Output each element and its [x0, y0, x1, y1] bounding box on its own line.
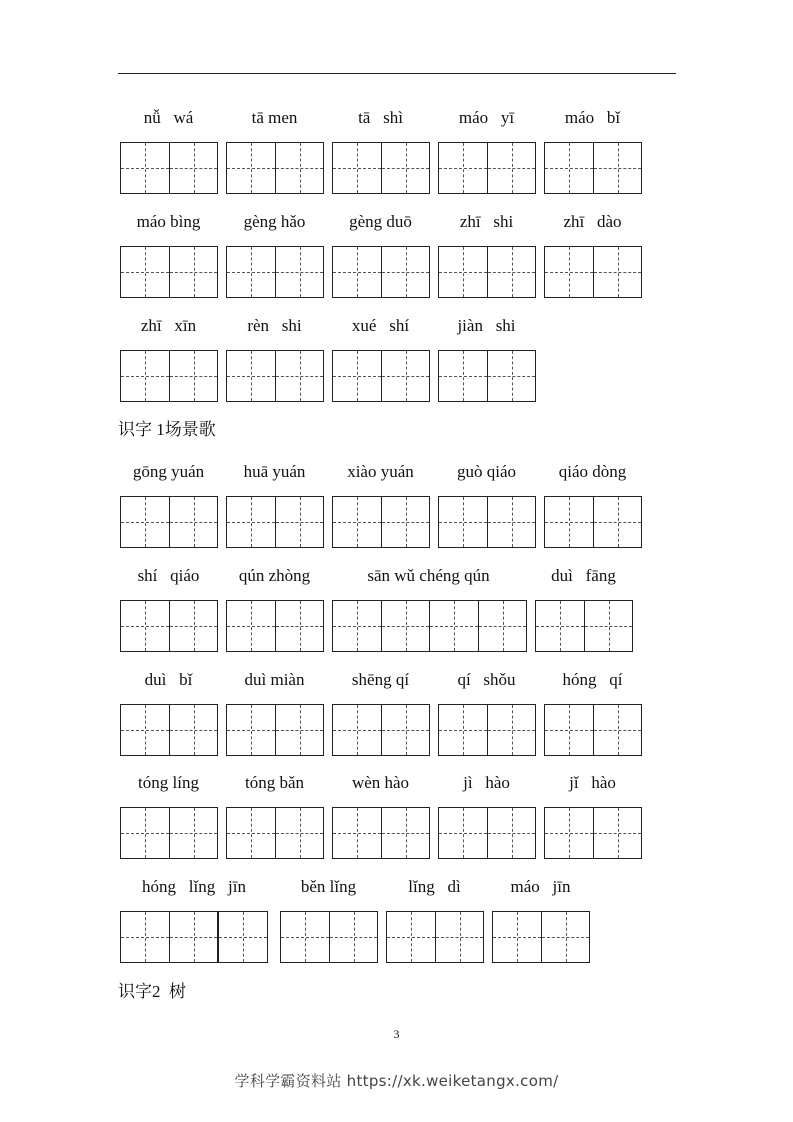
writing-grid[interactable] — [120, 350, 218, 402]
page-number: 3 — [393, 1027, 400, 1041]
tianzige-cell[interactable] — [227, 143, 275, 193]
tianzige-cell[interactable] — [593, 705, 641, 755]
tianzige-cell[interactable] — [545, 247, 593, 297]
pinyin-label: hóng lǐng jīn — [142, 877, 246, 896]
writing-grid[interactable] — [226, 704, 324, 756]
tianzige-cell[interactable] — [169, 705, 217, 755]
pinyin-label: qiáo dòng — [558, 462, 627, 481]
tianzige-cell[interactable] — [169, 351, 217, 401]
pinyin-label: nǚ wá — [143, 108, 194, 127]
pinyin-label: duì miàn — [244, 670, 305, 689]
tianzige-cell[interactable] — [541, 912, 589, 962]
tianzige-cell[interactable] — [487, 247, 535, 297]
tianzige-cell[interactable] — [275, 705, 323, 755]
tianzige-cell[interactable] — [439, 351, 487, 401]
pinyin-label: guò qiáo — [456, 462, 517, 481]
writing-grid[interactable] — [438, 807, 536, 859]
pinyin-label: tóng bǎn — [244, 773, 305, 792]
writing-grid[interactable] — [386, 911, 484, 963]
tianzige-cell[interactable] — [121, 143, 169, 193]
tianzige-cell[interactable] — [275, 601, 323, 651]
tianzige-cell[interactable] — [545, 143, 593, 193]
tianzige-cell[interactable] — [121, 808, 169, 858]
pinyin-label: máo jīn — [510, 877, 571, 896]
pinyin-label: rèn shi — [247, 316, 302, 335]
writing-grid[interactable] — [429, 600, 527, 652]
tianzige-cell[interactable] — [545, 497, 593, 547]
writing-grid[interactable] — [544, 807, 642, 859]
pinyin-label: shēng qí — [351, 670, 410, 689]
tianzige-cell[interactable] — [333, 808, 381, 858]
writing-grid[interactable] — [438, 704, 536, 756]
writing-grid[interactable] — [226, 600, 324, 652]
writing-grid[interactable] — [120, 142, 218, 194]
writing-grid[interactable] — [332, 142, 430, 194]
header-rule — [118, 73, 676, 74]
pinyin-label: jiàn shi — [457, 316, 516, 335]
pinyin-label: tóng líng — [138, 773, 199, 792]
tianzige-cell[interactable] — [593, 247, 641, 297]
tianzige-cell[interactable] — [169, 912, 217, 962]
tianzige-cell[interactable] — [439, 247, 487, 297]
writing-grid[interactable] — [120, 496, 218, 548]
tianzige-cell[interactable] — [487, 351, 535, 401]
writing-grid[interactable] — [438, 246, 536, 298]
tianzige-cell[interactable] — [121, 912, 169, 962]
tianzige-cell[interactable] — [381, 601, 429, 651]
tianzige-cell[interactable] — [545, 705, 593, 755]
writing-grid[interactable] — [120, 600, 218, 652]
tianzige-cell[interactable] — [381, 808, 429, 858]
tianzige-cell[interactable] — [333, 601, 381, 651]
pinyin-label: zhī xīn — [140, 316, 197, 335]
tianzige-cell[interactable] — [333, 705, 381, 755]
pinyin-label: máo bǐ — [564, 108, 621, 127]
writing-grid[interactable] — [120, 807, 218, 859]
tianzige-cell[interactable] — [169, 143, 217, 193]
pinyin-label: sān wǔ chéng qún — [367, 566, 490, 585]
writing-grid[interactable] — [535, 600, 633, 652]
tianzige-cell[interactable] — [439, 143, 487, 193]
writing-grid[interactable] — [544, 246, 642, 298]
tianzige-cell[interactable] — [275, 497, 323, 547]
tianzige-cell[interactable] — [381, 497, 429, 547]
tianzige-cell[interactable] — [333, 497, 381, 547]
tianzige-cell[interactable] — [493, 912, 541, 962]
tianzige-cell[interactable] — [430, 601, 478, 651]
pinyin-label: zhī dào — [563, 212, 622, 231]
tianzige-cell[interactable] — [275, 808, 323, 858]
writing-grid[interactable] — [544, 496, 642, 548]
tianzige-cell[interactable] — [227, 601, 275, 651]
tianzige-cell[interactable] — [275, 143, 323, 193]
writing-grid[interactable] — [120, 246, 218, 298]
pinyin-label: qún zhòng — [238, 566, 311, 585]
pinyin-label: wèn hào — [351, 773, 410, 792]
pinyin-label: tā men — [251, 108, 298, 127]
tianzige-cell[interactable] — [387, 912, 435, 962]
tianzige-cell[interactable] — [169, 497, 217, 547]
pinyin-label: gōng yuán — [132, 462, 205, 481]
tianzige-cell[interactable] — [536, 601, 584, 651]
tianzige-cell[interactable] — [487, 497, 535, 547]
writing-grid[interactable] — [332, 350, 430, 402]
section-heading: 识字 1场景歌 — [118, 420, 216, 439]
writing-grid[interactable] — [226, 496, 324, 548]
tianzige-cell[interactable] — [169, 247, 217, 297]
writing-grid[interactable] — [332, 496, 430, 548]
pinyin-label: shí qiáo — [137, 566, 200, 585]
tianzige-cell[interactable] — [381, 351, 429, 401]
tianzige-cell[interactable] — [593, 808, 641, 858]
tianzige-cell[interactable] — [281, 912, 329, 962]
tianzige-cell[interactable] — [439, 808, 487, 858]
tianzige-cell[interactable] — [333, 351, 381, 401]
writing-grid[interactable] — [226, 807, 324, 859]
pinyin-label: gèng hǎo — [243, 212, 306, 231]
tianzige-cell[interactable] — [439, 497, 487, 547]
tianzige-cell[interactable] — [227, 497, 275, 547]
writing-grid[interactable] — [218, 911, 268, 963]
pinyin-label: xué shí — [351, 316, 410, 335]
writing-grid[interactable] — [492, 911, 590, 963]
writing-grid[interactable] — [120, 704, 218, 756]
tianzige-cell[interactable] — [121, 247, 169, 297]
writing-grid[interactable] — [544, 142, 642, 194]
tianzige-cell[interactable] — [487, 705, 535, 755]
tianzige-cell[interactable] — [478, 601, 526, 651]
pinyin-label: gèng duō — [349, 212, 412, 231]
tianzige-cell[interactable] — [275, 351, 323, 401]
pinyin-label: duì fāng — [551, 566, 616, 585]
pinyin-label: zhī shi — [459, 212, 514, 231]
pinyin-label: tā shì — [358, 108, 403, 127]
writing-grid[interactable] — [120, 911, 218, 963]
tianzige-cell[interactable] — [227, 808, 275, 858]
pinyin-label: máo bìng — [136, 212, 201, 231]
tianzige-cell[interactable] — [435, 912, 483, 962]
pinyin-label: lǐng dì — [408, 877, 461, 896]
writing-grid[interactable] — [332, 807, 430, 859]
writing-grid[interactable] — [226, 142, 324, 194]
tianzige-cell[interactable] — [381, 143, 429, 193]
tianzige-cell[interactable] — [219, 912, 267, 962]
tianzige-cell[interactable] — [584, 601, 632, 651]
pinyin-label: běn lǐng — [300, 877, 357, 896]
footer-watermark: 学科学霸资料站 https://xk.weiketangx.com/ — [234, 1072, 559, 1090]
writing-grid[interactable] — [438, 142, 536, 194]
pinyin-label: huā yuán — [243, 462, 306, 481]
tianzige-cell[interactable] — [333, 143, 381, 193]
tianzige-cell[interactable] — [593, 143, 641, 193]
tianzige-cell[interactable] — [227, 705, 275, 755]
tianzige-cell[interactable] — [121, 601, 169, 651]
tianzige-cell[interactable] — [121, 705, 169, 755]
tianzige-cell[interactable] — [381, 705, 429, 755]
section-heading: 识字2 树 — [118, 982, 186, 1001]
writing-grid[interactable] — [332, 600, 430, 652]
writing-grid[interactable] — [332, 704, 430, 756]
tianzige-cell[interactable] — [169, 808, 217, 858]
pinyin-label: máo yī — [458, 108, 515, 127]
tianzige-cell[interactable] — [329, 912, 377, 962]
writing-grid[interactable] — [544, 704, 642, 756]
tianzige-cell[interactable] — [121, 497, 169, 547]
tianzige-cell[interactable] — [169, 601, 217, 651]
tianzige-cell[interactable] — [593, 497, 641, 547]
tianzige-cell[interactable] — [381, 247, 429, 297]
tianzige-cell[interactable] — [487, 143, 535, 193]
pinyin-label: xiào yuán — [347, 462, 414, 481]
writing-grid[interactable] — [332, 246, 430, 298]
tianzige-cell[interactable] — [227, 247, 275, 297]
writing-grid[interactable] — [226, 246, 324, 298]
pinyin-label: duì bǐ — [144, 670, 193, 689]
tianzige-cell[interactable] — [275, 247, 323, 297]
pinyin-label: jǐ hào — [569, 773, 616, 792]
pinyin-label: qí shǒu — [457, 670, 516, 689]
pinyin-label: hóng qí — [562, 670, 623, 689]
writing-grid[interactable] — [438, 496, 536, 548]
tianzige-cell[interactable] — [121, 351, 169, 401]
tianzige-cell[interactable] — [333, 247, 381, 297]
tianzige-cell[interactable] — [545, 808, 593, 858]
tianzige-cell[interactable] — [439, 705, 487, 755]
writing-grid[interactable] — [226, 350, 324, 402]
tianzige-cell[interactable] — [227, 351, 275, 401]
writing-grid[interactable] — [438, 350, 536, 402]
writing-grid[interactable] — [280, 911, 378, 963]
tianzige-cell[interactable] — [487, 808, 535, 858]
pinyin-label: jì hào — [463, 773, 510, 792]
